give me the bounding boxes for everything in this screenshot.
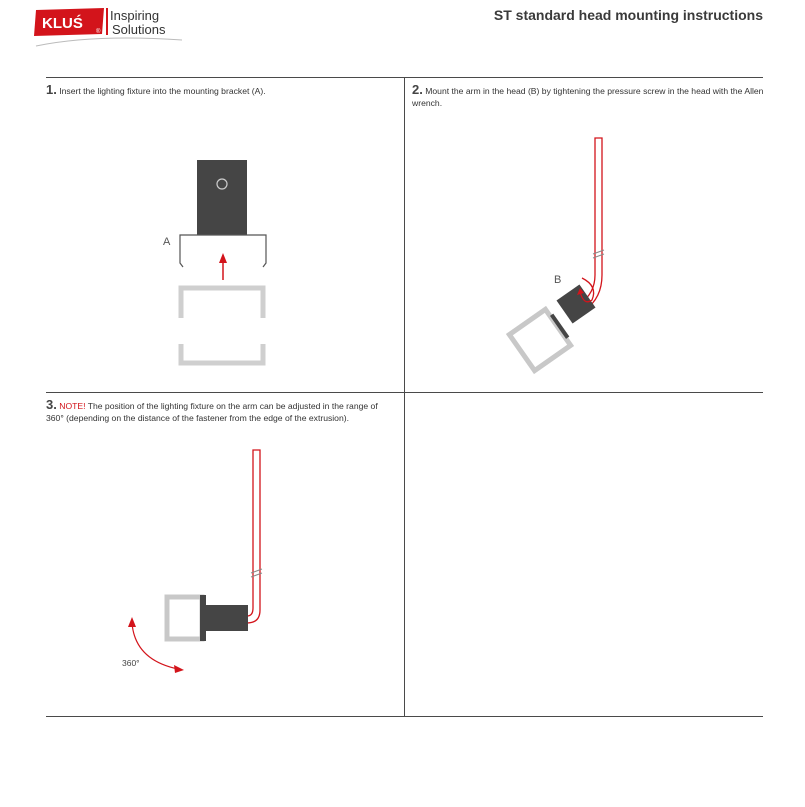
svg-text:®: ® <box>96 29 101 35</box>
tagline-2: Solutions <box>112 22 166 37</box>
figure-step-1 <box>150 155 280 370</box>
step-3-text: 3. NOTE! The position of the lighting fixture on the arm can be adjusted in the range of 360° (depending on the distance of the fastener from the edge of the extrusion). <box>46 397 378 423</box>
step-1-text: 1. Insert the lighting fixture into the mounting bracket (A). <box>46 82 266 97</box>
lighting-profile-angled <box>509 307 574 371</box>
mounting-bracket <box>197 160 247 235</box>
mounting-head <box>206 605 248 631</box>
klus-logo <box>34 4 194 50</box>
mounting-head <box>557 285 596 324</box>
arm-rod <box>238 450 260 623</box>
bottom-rule <box>46 716 763 717</box>
step-2-text: 2. Mount the arm in the head (B) by tightening the pressure screw in the head with the Allen wrench. <box>412 82 764 108</box>
figure-step-3 <box>110 445 280 675</box>
column-divider <box>404 77 405 716</box>
brand-name: KLUŚ <box>42 15 83 32</box>
lighting-profile <box>167 597 202 639</box>
label-a: A <box>163 236 171 248</box>
lighting-profile <box>181 288 263 363</box>
figure-step-2 <box>500 130 620 375</box>
angle-label: 360° <box>122 658 140 668</box>
tagline-1: Inspiring <box>110 8 160 23</box>
label-b: B <box>554 274 562 286</box>
document-title: ST standard head mounting instructions <box>493 7 763 23</box>
